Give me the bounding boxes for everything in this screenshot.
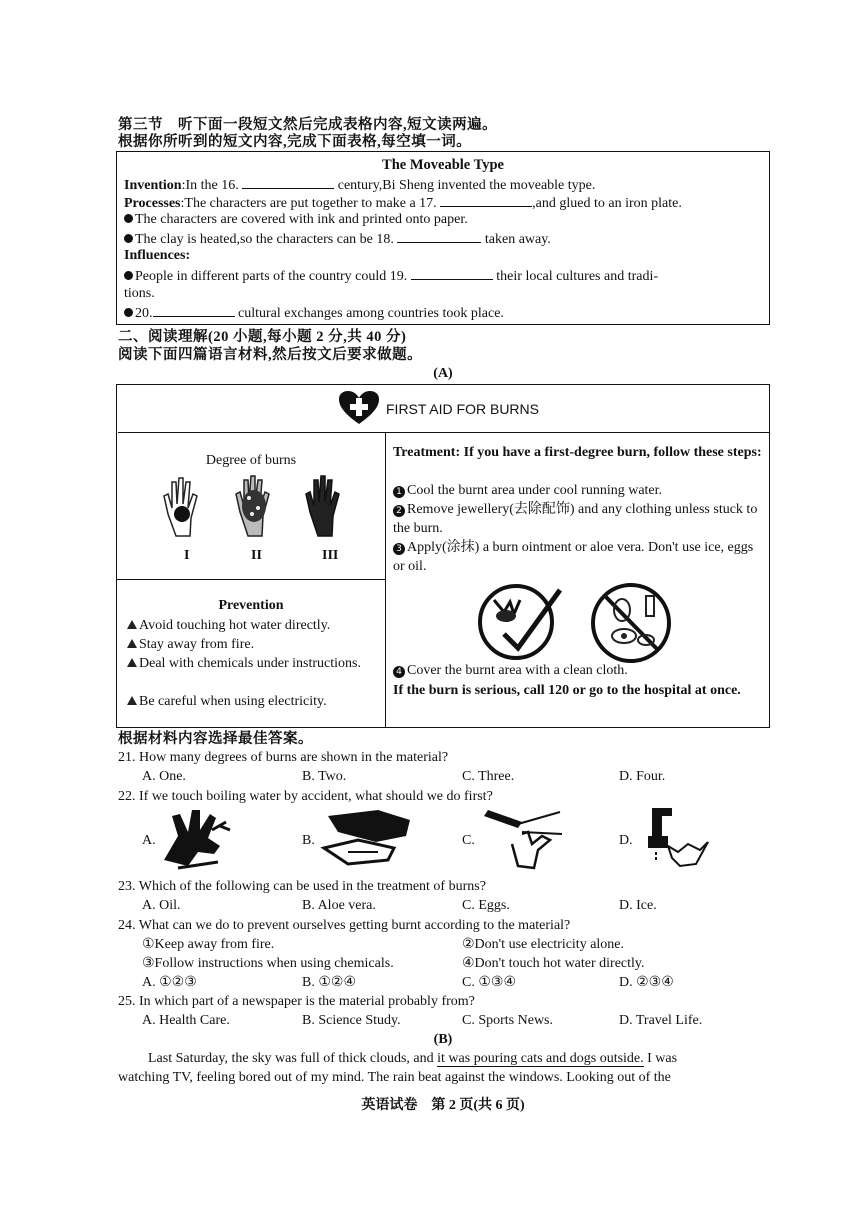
q22-option-d[interactable]: D.	[619, 833, 633, 848]
running-water-check-icon	[470, 582, 566, 662]
treatment-step-1-text: Cool the burnt area under cool running water.	[407, 483, 663, 498]
bullet-icon	[124, 308, 133, 317]
table-title: The Moveable Type	[382, 157, 504, 173]
q25-option-c[interactable]: C. Sports News.	[462, 1013, 554, 1028]
questions-instruction: 根据材料内容选择最佳答案。	[118, 731, 313, 747]
bullet-icon	[124, 271, 133, 280]
serious-burn-note: If the burn is serious, call 120 or go to the hospital at once.	[393, 683, 741, 698]
influence-2-text: 20.	[135, 306, 153, 321]
bullet-icon	[124, 214, 133, 223]
poster-title: FIRST AID FOR BURNS	[386, 401, 539, 417]
q24-option-c[interactable]: C. ①③④	[462, 975, 516, 990]
influence-1	[124, 266, 658, 286]
invention-text-end: century,Bi Sheng invented the moveable type.	[337, 178, 596, 193]
prevention-item	[127, 617, 330, 635]
q21-option-b[interactable]: B. Two.	[302, 769, 347, 784]
q24-item-3: ③Follow instructions when using chemicals.	[142, 956, 394, 971]
q22-option-b[interactable]: B.	[302, 833, 315, 848]
hand-steam-icon	[158, 806, 238, 872]
q24-option-b[interactable]: B. ①②④	[302, 975, 356, 990]
q22-option-c[interactable]: C.	[462, 833, 475, 848]
blank-18[interactable]	[397, 229, 481, 243]
section3-instruction: 根据你所听到的短文内容,完成下面表格,每空填一词。	[118, 134, 472, 150]
prevention-item	[127, 655, 377, 673]
process-3	[124, 229, 551, 249]
process-2-text: The characters are covered with ink and printed onto paper.	[135, 212, 468, 227]
q24-option-d[interactable]: D. ②③④	[619, 975, 674, 990]
treatment-heading: Treatment: If you have a first-degree burn, follow these steps:	[393, 445, 762, 460]
influences-label: Influences:	[124, 248, 191, 263]
page-footer: 英语试卷 第 2 页(共 6 页)	[361, 1098, 525, 1113]
degree-label-1: I	[184, 548, 190, 563]
processes-text-end: ,and glued to an iron plate.	[532, 196, 682, 211]
part2-heading: 二、阅读理解(20 小题,每小题 2 分,共 40 分)	[118, 329, 407, 345]
treatment-step-1	[393, 481, 763, 500]
triangle-icon	[127, 620, 137, 629]
burn-hands-illustration	[150, 470, 360, 540]
q24-option-a[interactable]: A. ①②③	[142, 975, 197, 990]
influence-1-cont: tions.	[124, 286, 155, 301]
q23-option-a[interactable]: A. Oil.	[142, 898, 181, 913]
process-2	[124, 211, 468, 229]
q22-option-a[interactable]: A.	[142, 833, 156, 848]
influence-2	[124, 303, 504, 323]
processes-text: :The characters are put together to make a 17.	[180, 196, 437, 211]
label-b: (B)	[433, 1032, 453, 1047]
treatment-step-4-text: Cover the burnt area with a clean cloth.	[407, 663, 628, 678]
step-number-icon: 2	[393, 505, 405, 517]
poster-divider-h	[118, 432, 770, 433]
blank-19[interactable]	[411, 266, 493, 280]
q25-option-b[interactable]: B. Science Study.	[302, 1013, 401, 1028]
degree-title: Degree of burns	[205, 453, 297, 468]
passage-b-text: I was	[643, 1051, 678, 1066]
blank-20[interactable]	[153, 303, 235, 317]
degree-label-3: III	[322, 548, 339, 563]
no-oil-eggs-icon	[588, 580, 674, 666]
processes-row	[124, 193, 682, 213]
passage-b-line-1	[148, 1050, 677, 1068]
invention-label: Invention	[124, 178, 182, 193]
treatment-step-3-text: Apply(涂抹) a burn ointment or aloe vera. Don't use ice, eggs or oil.	[393, 540, 754, 574]
step-number-icon: 3	[393, 543, 405, 555]
q25-option-a[interactable]: A. Health Care.	[142, 1013, 230, 1028]
processes-label: Processes	[124, 196, 181, 211]
prevention-title: Prevention	[218, 598, 284, 613]
influence-1-text: People in different parts of the country could 19.	[135, 269, 408, 284]
question-24: 24. What can we do to prevent ourselves getting burnt according to the material?	[118, 918, 571, 933]
question-21: 21. How many degrees of burns are shown in the material?	[118, 750, 449, 765]
q21-option-a[interactable]: A. One.	[142, 769, 186, 784]
treatment-step-2-text: Remove jewellery(去除配饰) and any clothing unless stuck to the burn.	[393, 502, 758, 536]
question-23: 23. Which of the following can be used in the treatment of burns?	[118, 879, 486, 894]
blank-17[interactable]	[440, 193, 532, 207]
q23-option-c[interactable]: C. Eggs.	[462, 898, 510, 913]
q21-option-c[interactable]: C. Three.	[462, 769, 515, 784]
q24-item-1: ①Keep away from fire.	[142, 937, 275, 952]
poster-divider-left	[117, 579, 386, 580]
blank-16[interactable]	[242, 175, 334, 189]
question-25: 25. In which part of a newspaper is the material probably from?	[118, 994, 475, 1009]
q25-option-d[interactable]: D. Travel Life.	[619, 1013, 703, 1028]
label-a: (A)	[433, 366, 453, 381]
treatment-step-4	[393, 662, 628, 680]
process-3-text-end: taken away.	[484, 232, 551, 247]
tap-water-icon	[638, 802, 718, 872]
invention-row	[124, 175, 595, 195]
bullet-icon	[124, 234, 133, 243]
hand-ointment-icon	[478, 804, 568, 872]
part2-instruction: 阅读下面四篇语言材料,然后按文后要求做题。	[118, 347, 423, 363]
influences-label-text: Influences	[124, 248, 186, 263]
passage-b-text: Last Saturday, the sky was full of thick clouds, and	[148, 1051, 438, 1066]
q23-option-b[interactable]: B. Aloe vera.	[302, 898, 376, 913]
underlined-phrase: it was pouring cats and dogs outside.	[437, 1051, 644, 1066]
prevention-item-text: Deal with chemicals under instructions.	[139, 656, 361, 671]
process-3-text: The clay is heated,so the characters can be 18.	[135, 232, 394, 247]
triangle-icon	[127, 639, 137, 648]
section3-heading: 第三节 听下面一段短文然后完成表格内容,短文读两遍。	[118, 117, 498, 133]
invention-text: :In the 16.	[181, 178, 239, 193]
q24-item-2: ②Don't use electricity alone.	[462, 937, 625, 952]
influence-2-text-end: cultural exchanges among countries took place.	[238, 306, 504, 321]
triangle-icon	[127, 696, 137, 705]
degree-label-2: II	[251, 548, 262, 563]
step-number-icon: 1	[393, 486, 405, 498]
step-number-icon: 4	[393, 666, 405, 678]
triangle-icon	[127, 658, 137, 667]
prevention-item	[127, 693, 327, 711]
passage-b-line-2: watching TV, feeling bored out of my mind. The rain beat against the windows. Looking out of the	[118, 1070, 671, 1085]
influence-1-text-end: their local cultures and tradi-	[496, 269, 659, 284]
prevention-item	[127, 636, 254, 654]
treatment-step-2	[393, 500, 763, 538]
question-22: 22. If we touch boiling water by accident, what should we do first?	[118, 789, 493, 804]
q24-item-4: ④Don't touch hot water directly.	[462, 956, 645, 971]
heart-cross-icon	[338, 390, 380, 426]
q23-option-d[interactable]: D. Ice.	[619, 898, 657, 913]
q21-option-d[interactable]: D. Four.	[619, 769, 666, 784]
prevention-item-text: Avoid touching hot water directly.	[139, 618, 331, 633]
treatment-step-3	[393, 538, 763, 576]
prevention-item-text: Stay away from fire.	[139, 637, 255, 652]
prevention-item-text: Be careful when using electricity.	[139, 694, 327, 709]
hand-cloth-icon	[318, 808, 418, 870]
